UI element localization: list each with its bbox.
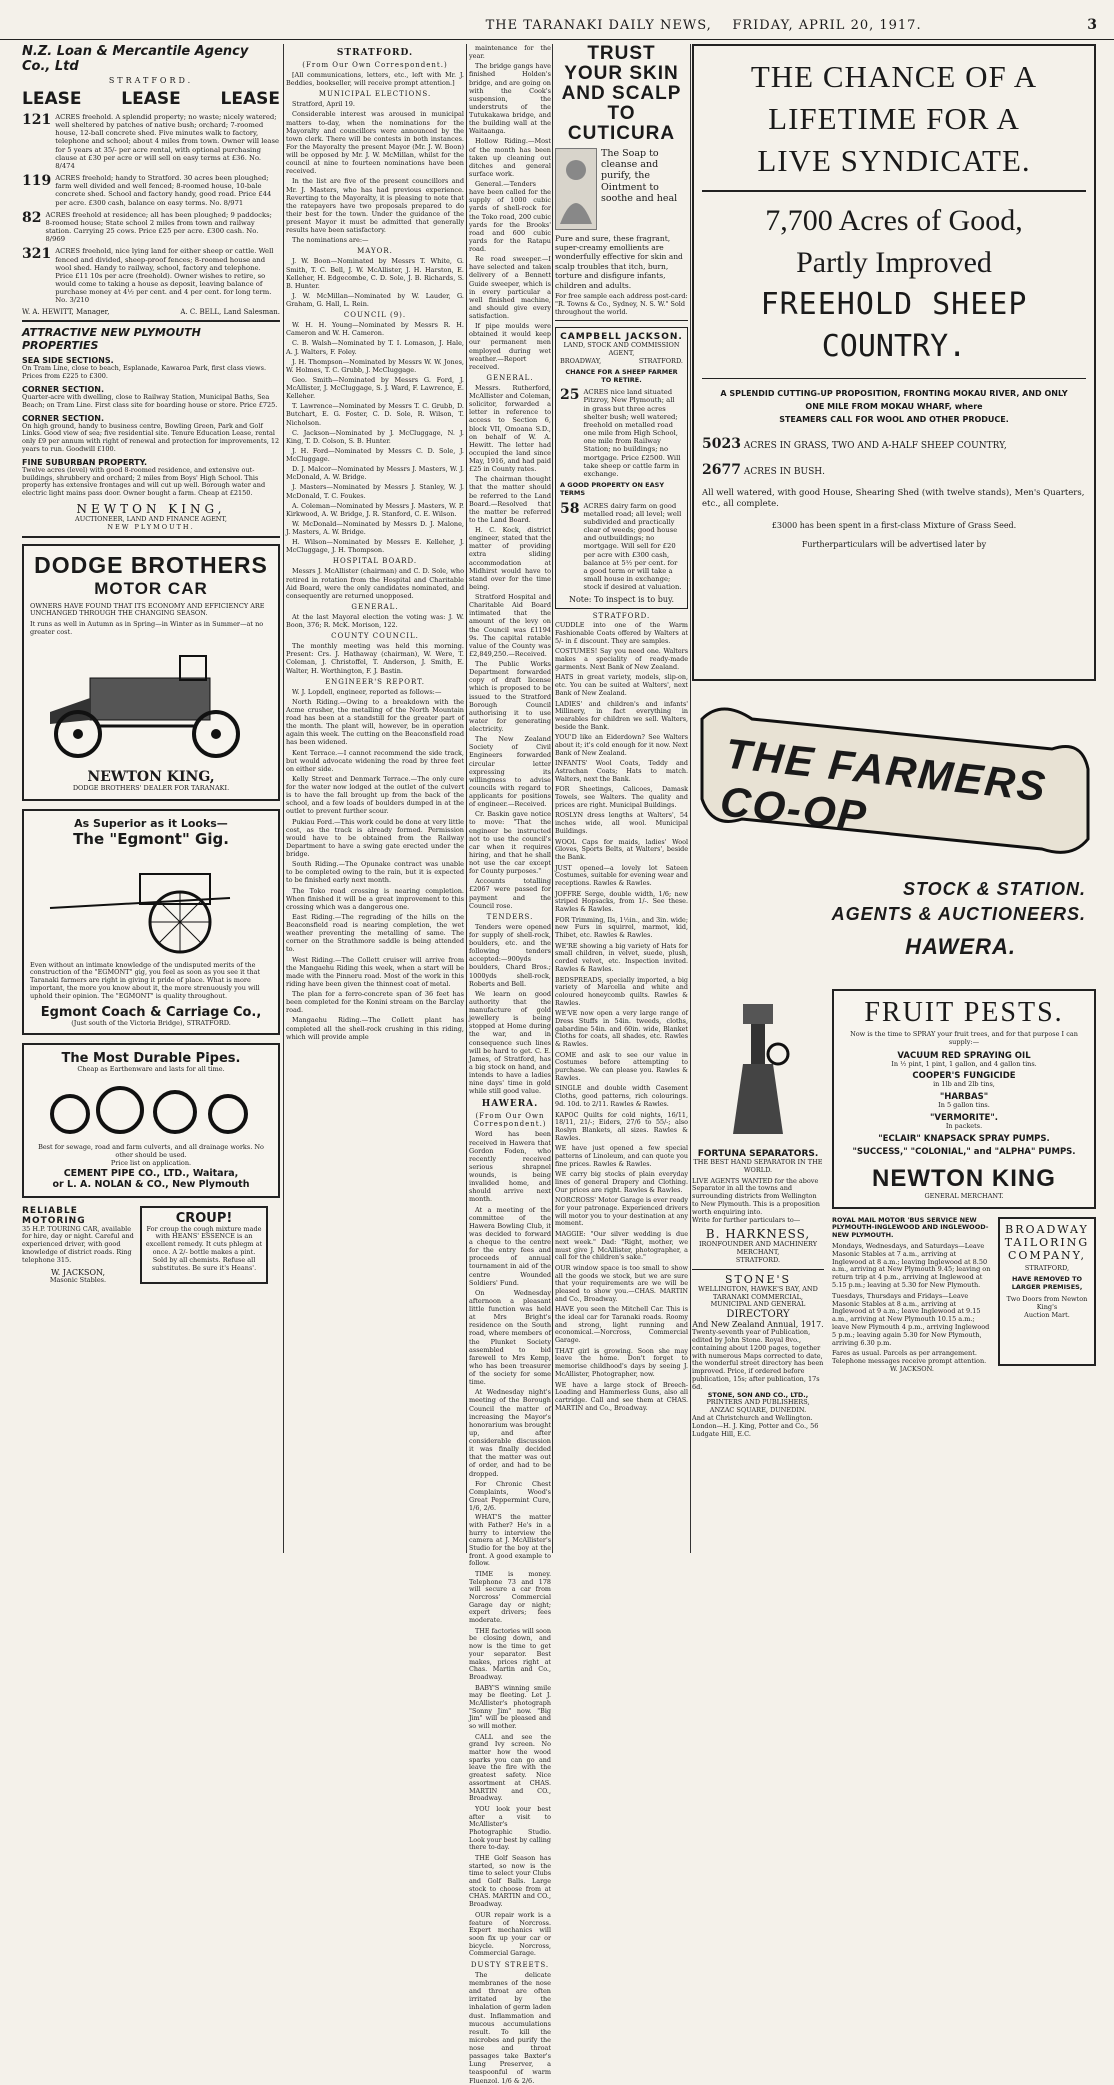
news-paragraph: West Riding.—The Collett cruiser will arrive from the Mangaehu Riding this week, when a start will be made with the Pinneru road. Most of the work in this riding have been given the thinnest coat of metal. [286,955,464,988]
grass-line [702,436,1086,452]
nomination: C. B. Walsh—Nominated by T. I. Lomason, J. Hale, A. J. Walters, F. Foley. [286,339,464,356]
column-rule [552,44,553,1553]
motoring-ad [22,1206,134,1285]
pipes-ad [22,1043,280,1197]
campbell-good: A GOOD PROPERTY ON EASY TERMS [560,481,665,497]
county-heading: COUNTY COUNCIL. [331,632,419,641]
acres-line: COUNTRY. [821,328,967,364]
pipes-illustration [30,1078,272,1140]
syndicate-detail: A SPLENDID CUTTING-UP PROPOSITION, FRONTING MOKAU RIVER, AND ONLY [720,388,1068,398]
campbell-addr: BROADWAY, [560,356,602,365]
column-1 [22,44,280,1553]
grass-num: 5023 [702,435,741,452]
fruit-product: "HARBAS" [939,1092,989,1103]
dodge-brothers-ad [22,544,280,801]
cuticura-sample: For free sample each address post-card: "R. Towns & Co., Sydney, N. S. W." Sold throughout the world. [555,291,688,316]
syndicate-detail: ONE MILE FROM MOKAU WHARF, where [805,401,983,411]
news-paragraph: The monthly meeting was held this morning. Present: Crs. J. Hathaway (chairman), W. Were, T. Coleman, J. Christoffel, T. Anderson, J. Smith, E. Walter, H. Worthington, F. J. Bastin. [286,642,464,675]
acres-headline [702,200,1086,368]
news-paragraph: The plan for a ferro-concrete span of 36 feet has been completed for the Konini stream on the Barclay road. [286,990,464,1015]
news-paragraph: Mangaehu Riding.—The Collett plant has completed all the shell-rock crushing in this riding, which will provide ample [286,1016,464,1041]
listing-entry [22,211,280,244]
fruit-product-sub: In packets. [945,1121,983,1130]
classified-item: KAPOC Quilts for cold nights, 16/11, 18/11, 21/-; Eiders, 27/6 to 55/-; also Roslyn Blankets, all sizes. Rawles & Rawles. [555,1110,688,1142]
newton-king-place: NEW PLYMOUTH. [107,522,195,531]
classified-item: NORCROSS' Motor Garage is ever ready for your patronage. Experienced drivers will motor you to your destination at any moment. [555,1196,688,1228]
correspondent-line: (From Our Own Correspondent.) [302,61,448,69]
municipal-heading: MUNICIPAL ELECTIONS. [318,90,432,99]
hospital-heading: HOSPITAL BOARD. [332,557,418,566]
news-paragraph: Pukiau Ford.—This work could be done at very little cost, as the track is already formed. Permission would have to be obtained from the Railway Department to have a swing gate erected under the bridge. [286,817,464,858]
classified-item: TIME is money. Telephone 73 and 178 will secure a car from Norcross' Commercial Garage day or night; expert drivers; fees moderate. [469,1569,551,1625]
manager-name: W. A. HEWITT, Manager, [22,308,110,317]
fruit-firm: NEWTON KING [872,1164,1056,1192]
syndicate-line: THE CHANCE OF A [750,59,1038,94]
syndicate-headline [702,56,1086,182]
classified-item: WOOL Caps for maids, ladies' Wool Gloves, Sports Belts, at Walters', beside the Bank. [555,837,688,861]
classified-item: JUST opened—a lovely lot Sateen Costumes, suitable for evening wear and receptions. Rawles & Rawles. [555,863,688,887]
correspondent-line: (From Our Own Correspondent.) [473,1112,547,1129]
motoring-head: RELIABLE MOTORING [22,1205,86,1226]
lease-word: LEASE [220,89,280,109]
lease-heading [22,89,280,109]
news-paragraph: The Public Works Department forwarded copy of draft license which is proposed to be issued to the Stratford Borough Council authorising it to use water for generating electricity. [469,660,551,733]
fortuna-sub: THE BEST HAND SEPARATOR IN THE WORLD. [693,1158,823,1174]
pipes-text: Best for sewage, road and farm culverts, and all drainage works. No other should be used. [38,1143,264,1159]
classified-item: WE have a large stock of Breech-Loading and Hammerless Guns, also all cartridge. Call and see them at CHAS. MARTIN and Co., Broadway. [555,1380,688,1412]
mail-fares: Fares as usual. Parcels as per arrangement. Telephone messages receive prompt attention. [832,1349,987,1366]
column-5 [692,44,1096,1553]
listing-text: ACRES nice land situated Pitzroy, New Plymouth; all in grass but three acres shelter bush; well watered; freehold on metalled road one mile from High School, one mile from Railway Station; no buildings; no mortgage. Price £2500. Will take sheep or cattle farm in exchange. [583,388,681,478]
listing-number: 119 [22,173,52,190]
nomination: J. Masters—Nominated by Messrs J. Stanley, W. J. McDonald, T. C. Foukes. [286,483,464,500]
car-icon [30,642,272,764]
bush-num: 2677 [702,461,741,478]
campbell-sub: LAND, STOCK AND COMMISSION AGENT, [563,341,680,358]
classified-item: SINGLE and double width Casement Cloths, good patterns, rich colourings. 9d. 10d. to 2/11. Rawles & Rawles. [555,1084,688,1108]
egmont-firm-sub: (Just south of the Victoria Bridge), STRATFORD. [71,1018,231,1027]
classified-item: INFANTS' Wool Coats, Teddy and Astrachan Coats; Hats to match. Walters, next the Bank. [555,759,688,783]
classified-item: WE have just opened a few special patterns of Linoleum, and can quote you fine prices. Rawles & Rawles. [555,1144,688,1168]
nz-loan-place: STRATFORD. [108,76,194,85]
news-paragraph: Re road sweeper.—I have selected and taken delivery of a Bennett Guide sweeper, which is in every particular a well finished machine, and should give every satisfaction. [469,255,551,320]
fortuna-write: Write for further particulars to— [692,1215,801,1224]
listing-entry [22,113,280,170]
property-section [22,385,280,410]
news-paragraph: The New Zealand Society of Civil Engineers forwarded circular letter expressing its willingness to advise councils with regard to applicants for positions of engineer.—Received. [469,735,551,809]
tenders-heading: TENDERS. [486,912,534,921]
lease-word: LEASE [22,89,82,109]
column-4 [555,44,688,1553]
news-paragraph: Considerable interest was aroused in municipal matters to-day, when the nominations for the Mayoralty and councillors were announced by the town clerk. There will be contests in both instances. For the Mayoralty the present Mayor (Mr. J. W. Boon) will be opposed by Mr. J. W. McMillan, whilst for the council at nine to fourteen nominations have been received. [286,110,464,176]
hawera-heading: HAWERA. [481,1099,539,1110]
property-heading: CORNER SECTION. [22,385,105,395]
newton-king-name: NEWTON KING, [76,502,226,516]
acres-line: FREEHOLD SHEEP [760,286,1028,322]
masthead-title [320,18,1087,33]
news-paragraph: H. C. Kock, district engineer, stated that the matter of providing extra sliding accommodation at Midhirst would have to stand over for the time being. [469,526,551,591]
listing-number: 25 [560,387,580,404]
grass-text: ACRES IN GRASS, TWO AND A-HALF SHEEP COUNTRY, [743,440,1007,451]
news-paragraph: Hollow Riding.—Most of the month has been taken up cleaning out ditches and general surface work. [469,137,551,178]
news-paragraph: The chairman thought that the matter should be referred to the Land Board.—Resolved that the matter be referred to the Land Board. [469,475,551,524]
egmont-firm: Egmont Coach & Carriage Co., [40,1004,262,1020]
gig-icon [30,852,272,958]
pipes-sub: Cheap as Earthenware and lasts for all time. [77,1065,225,1074]
news-paragraph: North Riding.—Owing to a breakdown with the Acme crusher, the metalling of the North Mountain road has been at a standstill for the greater part of the month. The plant will, however, be in operation again this week. The cutting on the Beaconsfield road has been widened. [286,697,464,747]
property-text: Quarter-acre with dwelling, close to Railway Station, Municipal Baths, Sea Beach; on Tram Line. First class site for boarding house or store. Price £725. [22,393,278,409]
pipes-firm: CEMENT PIPE CO., LTD., Waitara, [63,1167,239,1179]
news-paragraph: We learn on good authority that the manufacture of gold jewellery is being stopped at Home during the war, and in consequence such lines will be hard to get. C. E. James, of Stratford, has a big stock on hand, and intends to have a ladies nine days' time in gold while still good value. [469,989,551,1096]
nomination: T. Lawrence—Nominated by Messrs T. C. Grubb, D. Butchart, E. G. Foster, C. D. Sole, R. Wilson, T. Nicholson. [286,402,464,427]
listing-number: 321 [22,246,52,263]
classified-item: HAVE you seen the Mitchell Car. This is the ideal car for Taranaki roads. Roomy and strong, light running and economical.—Norcross, Commercial Garage. [555,1305,688,1345]
news-paragraph: Messrs J. McAllister (chairman) and C. D. Sole, who retired in rotation from the Hospital and Charitable Aid Board, were the only candidates nominated, and consequently are returned unopposed. [286,567,464,600]
listing-text: ACRES freehold, nice lying land for either sheep or cattle. Well fenced and divided, sheep-proof fences; 8-roomed house and wool shed. Handy to railway, school, factory and telephone. Price £11 10s per acre (freehold). Owner wishes to retire, so would come to taking a house as deposit, leaving balance of purchase money at 4½ per cent. and 4 per cent. for long term. No. 3/210 [55,247,274,305]
cuticura-text: Pure and sure, these fragrant, super-creamy emollients are wonderfully effective for skin and scalp troubles that itch, burn, torture and disfigure infants, children and adults. [555,233,683,290]
classified-item: MAGGIE: "Our silver wedding is due next week." Dad: "Right, mother, we must give J. McAllister, photographer, a call for the children's sake." [555,1230,688,1262]
classified-item: OUR window space is too small to show all the goods we stock, but we are sure that your requirements are we will be pleased to show you.—CHAS. MARTIN and Co., Broadway. [555,1263,688,1303]
croup-text: For croup the cough mixture made with HEANS' ESSENCE is an excellent remedy. It cuts phlegm at once. A 2/- bottle makes a pint. Sold by all chemists. Refuse all substitutes. Be sure it's Heans'. [145,1224,263,1272]
fruit-product: VACUUM RED SPRAYING OIL [897,1050,1031,1061]
stones-firm: STONE, SON AND CO., LTD., [707,1390,809,1399]
pipes-icon [30,1078,272,1140]
news-paragraph: The delicate membranes of the nose and throat are often irritated by the inhalation of germ laden dust. Inflammation and mucous accumulations result. To kill the microbes and purify the nose and throat passages take Baxter's Lung Preserver, a teaspoonful of warm Fluenzol. 1/6 & 2/6. [469,1970,551,2085]
fruit-pests-ad [832,989,1096,1209]
listing-text: ACRES dairy farm on good metalled road; all level; well subdivided and practically clear of weeds; good house and outbuildings; no mortgage. Will sell for £20 per acre with £300 cash, balance at 5½ per cent. for a good term or will take a small house in exchange; stock if desired at valuation. [583,501,682,592]
news-paragraph: Accounts totalling £2067 were passed for payment and the Council rose. [469,877,551,910]
dodge-title: DODGE BROTHERS [34,551,268,578]
news-paragraph: On Wednesday afternoon a pleasant little function was held at Mrs Bright's residence on the South road, where members of the Plunket Society assembled to bid farewell to Mrs Kemp, who has been treasurer of the society for some time. [469,1288,551,1387]
campbell-chance: CHANCE FOR A SHEEP FARMER TO RETIRE. [565,367,678,384]
acres-line: 7,700 Acres of Good, [765,203,1023,237]
news-paragraph: General.—Tenders have been called for the supply of 1000 cubic yards of shell-rock for the Toko road, 200 cubic yards for the Brooks' road and 600 cubic yards for the Ratapu road. [469,180,551,253]
fruit-product: "ECLAIR" KNAPSACK SPRAY PUMPS. [878,1133,1050,1144]
stones-title: STONE'S [724,1272,792,1286]
syndicate-ad [692,44,1096,681]
bush-text: ACRES IN BUSH. [743,466,825,477]
classified-item: ROSLYN dress lengths at Walters', 54 inches wide, all wool. Municipal Buildings. [555,811,688,835]
news-paragraph: For Chronic Chest Complaints, Wood's Great Peppermint Cure, 1/6, 2/6. [469,1479,551,1512]
classified-item: CALL and see the grand Ivy screen. No matter how the wood sparks you can go and leave the fire with the greatest safety. Nice assortment at CHAS. MARTIN and CO., Broadway. [469,1732,551,1803]
farmers-agents: AGENTS & AUCTIONEERS. [831,904,1086,924]
classified-item: HATS in great variety, models, slip-on, etc. You can be suited at Walters', next Bank of New Zealand. [555,673,688,697]
campbell-town: STRATFORD. [638,356,683,365]
broadway-moved: HAVE REMOVED TO LARGER PREMISES, [1011,1275,1083,1292]
fortuna-role: IRONFOUNDER AND MACHINERY MERCHANT, [698,1240,818,1257]
general-heading: GENERAL. [351,602,399,611]
listing-entry [22,247,280,304]
broadway-door: Two Doors from Newton King's [1006,1294,1088,1311]
broadway-mark: Auction Mart. [1024,1310,1070,1319]
news-paragraph: maintenance for the year. [469,44,551,61]
mail-text: Mondays, Wednesdays, and Saturdays—Leave Masonic Stables at 7 a.m., arriving at Inglewood at 8 a.m.; leaving Inglewood at 8.50 a.m., arriving at New Plymouth 9.45; leaving on return trip at 4 p.m., arriving at Inglewood at 5.15 p.m.; leaving at 5.30 for New Plymouth. [832,1241,991,1289]
stones-sub: WELLINGTON, HAWKE'S BAY, AND TARANAKI COMMERCIAL, MUNICIPAL AND GENERAL [698,1284,818,1309]
news-paragraph: South Riding.—The Opunake contract was unable to be completed owing to the rain, but it is expected to be finished early next month. [286,860,464,885]
nomination: J. W. Boon—Nominated by Messrs T. White, G. Smith, T. C. Bell, J. W. McAllister, J. H. Harston, E. Kelleher, H. Edgecombe, C. D. Sole, J. B. Richards, S. B. Hunter. [286,257,464,290]
broadway-line: TAILORING [1004,1235,1090,1249]
mail-name: W. JACKSON. [890,1364,934,1373]
stones-firm-sub: PRINTERS AND PUBLISHERS, [706,1398,810,1407]
cuticura-side: The Soap to cleanse and purify, the Ointment to soothe and heal [601,147,678,205]
fruit-title: FRUIT PESTS. [864,997,1064,1028]
stratford-heading: STRATFORD. [336,48,414,58]
property-heading: FINE SUBURBAN PROPERTY. [22,457,148,467]
listing-number: 82 [22,209,42,226]
news-paragraph: The nominations are:— [292,236,369,245]
syndicate-spent: £3000 has been spent in a first-class Mixture of Grass Seed. [771,521,1017,531]
egmont-head: As Superior as it Looks— [74,816,228,830]
nz-loan-title: N.Z. Loan & Mercantile Agency Co., Ltd [22,44,249,74]
campbell-jackson-ad [555,327,688,609]
nomination: D. J. Malcor—Nominated by Messrs J. Masters, W. J. McDonald, A. W. Bridge. [286,465,464,482]
mail-bus-ad [832,1217,992,1374]
column-rule [690,44,691,1553]
fortuna-ad [692,989,824,1438]
egmont-title: The "Egmont" Gig. [73,829,229,848]
classified-item: BABY'S winning smile may be fleeting. Let J. McAllister's photograph "Sonny Jim" now. "Big Jim" will be pleased and so will mother. [469,1683,551,1730]
salesman-name: A. C. BELL, Land Salesman. [180,308,280,317]
classified-item: FOR Sheetings, Calicoes, Damask Towels, see Walters. The quality and prices are right. Municipal Buildings. [555,785,688,809]
farmers-coop-ad [692,689,1096,979]
dodge-text: It runs as well in Autumn as in Spring—in Winter as in Summer—at no greater cost. [30,620,264,636]
broadway-line: COMPANY, [1008,1248,1086,1262]
classified-item: COME and ask to see our value in Costumes before attempting to purchase. We can please you. Rawles & Rawles. [555,1050,688,1082]
classified-item: THAT girl is growing. Soon she may leave the home. Don't forget to memorise childhood's days by seeing J. McAllister, Photographer, now. [555,1346,688,1378]
stones-firm-addr: ANZAC SQUARE, DUNEDIN. [709,1406,807,1415]
mail-text: Tuesdays, Thursdays and Fridays—Leave Masonic Stables at 8 a.m., arriving at Inglewood at 9 a.m.; leave Inglewood at 9.15 a.m., arriving at New Plymouth 10.15 a.m.; leave New Plymouth 4 p.m., arriving Inglewood 5 p.m.; leaving again 5.30 for New Plymouth, arriving 6.30 p.m. [832,1291,990,1347]
nomination: W. H. H. Young—Nominated by Messrs R. H. Cameron and W. H. Cameron. [286,321,464,338]
listing-text: ACRES freehold; handy to Stratford. 30 acres been ploughed; farm well divided and well fenced; 8-roomed house, 10-bale concrete shed. School and factory handy, good road. Price £44 per acre. £300 cash, balance on easy terms. No. 8/971 [55,174,272,207]
stones-dir: DIRECTORY [726,1309,790,1321]
classified-item: THE Golf Season has started, so now is the time to select your Clubs and Golf Balls. Large stock to choose from at CHAS. MARTIN and CO., Broadway. [469,1854,551,1909]
news-paragraph: Word has been received in Hawera that Gordon Foden, who recently received serious shrapnel wounds, is being invalided home, and should arrive next month. [469,1130,551,1204]
attractive-title: ATTRACTIVE NEW PLYMOUTH PROPERTIES [22,326,201,353]
fruit-product-sub: In ½ pint, 1 pint, 1 gallon, and 4 gallon tins. [891,1059,1037,1068]
campbell-head: CAMPBELL JACKSON. [560,332,683,343]
syndicate-watered: All well watered, with good House, Shearing Shed (with twelve stands), Men's Quarters, etc., all complete. [702,487,1085,510]
classified-item: JOFFRE Serge, double width, 1/6; new striped Hopsacks, from 1/-. See these. Rawles & Rawles. [555,889,688,914]
news-paragraph: The Toko road crossing is nearing completion. When finished it will be a great improvement to this crossing which was a dangerous one. [286,886,464,911]
gig-illustration [30,852,272,958]
fruit-firm-sub: GENERAL MERCHANT. [924,1191,1004,1200]
classified-item: FOR Trimming, Ils, 1½in., and 3in. wide; new Furs in squirrel, marmot, kid, Thibet, etc. Rawles & Rawles. [555,915,688,940]
news-paragraph: At the last Mayoral election the voting was: J. W. Boon, 376; R. McK. Morison, 122. [286,612,464,629]
property-section [22,458,280,498]
column-2-news [286,44,464,1553]
listing-entry [560,502,683,592]
pipes-firm: or L. A. NOLAN & CO., New Plymouth [52,1178,250,1190]
mail-head: ROYAL MAIL MOTOR 'BUS SERVICE NEW PLYMOUTH-INGLEWOOD AND INGLEWOOD-NEW PLYMOUTH. [832,1215,989,1240]
dodge-dealer: NEWTON KING, [87,768,215,785]
classified-item: YOU look your best after a visit to McAllister's Photographic Studio. Look your best by calling there to-day. [469,1804,551,1852]
listing-text: ACRES freehold at residence; all has been ploughed; 9 paddocks; 8-roomed house; State school 2 miles from town and railway station. Carrying 25 cows. Price £25 per acre. £300 cash. No. 8/969 [45,210,272,244]
nomination: H. Wilson—Nominated by Messrs E. Kelleher, J. McCluggage, J. H. Thompson. [286,538,464,555]
news-paragraph: Stratford, April 19. [292,100,355,109]
mayor-heading: MAYOR. [357,247,393,256]
listing-entry [560,388,683,478]
motoring-place: Masonic Stables. [49,1275,107,1284]
nomination: J. H. Thompson—Nominated by Messrs W. W. Jones, W. Holmes, T. C. Grubb, J. McCluggage. [286,357,464,374]
news-paragraph: In the list are five of the present councillors and Mr. J. Masters, who has had previous experience. Reverting to the Mayoralty, it is pleasing to note that the ratepayers have two proposals prepared to do their best for the town. Under the guidance of the present Mayor it must be admitted that generally results have been satisfactory. [286,177,464,235]
broadway-place: STRATFORD, [1024,1263,1070,1272]
listing-number: 121 [22,112,52,128]
fruit-product: COOPER'S FUNGICIDE [912,1071,1016,1082]
syndicate-further: Furtherparticulars will be advertised later by [801,540,987,550]
stones-also: And at Christchurch and Wellington. London—H. J. King, Potter and Co., 56 Ludgate Hill, E.C. [692,1413,819,1438]
classified-item: OUR repair work is a feature of Norcross. Expert mechanics will soon fix up your car or bicycle. Norcross, Commercial Garage. [469,1910,551,1958]
news-paragraph: East Riding.—The regrading of the hills on the Beaconsfield road is nearing completion, the wet weather preventing the metalling of same. The corner on the Strathmore saddle is being attended to. [286,912,464,954]
fruit-product-sub: In 5 gallon tins. [938,1101,990,1110]
news-paragraph: Messrs. Rutherford, McAllister and Coleman, solicitor, forwarded a letter in reference to access to Section 6, block VII, Omoana S.D., on behalf of W. A. Hewitt. The letter had occupied the land since May, 1916, and had paid £25 in County rates. [469,383,551,474]
nz-loan-signature [22,308,280,316]
stones-ad [692,1269,824,1439]
woman-portrait-illustration [555,148,597,230]
bush-line [702,462,1086,478]
campbell-note: Note: To inspect is to buy. [568,595,675,605]
listing-entry [22,174,280,207]
property-text: On Tram Line, close to beach, Esplanade, Kawaroa Park, first class views. Prices from £225 to £300. [22,364,267,381]
fruit-product-sub: in 1lb and 2lb tins, [933,1080,995,1089]
news-paragraph: The bridge gangs have finished Holden's bridge, and are going on with the Cook's suspension, the understruts of the Tutukakawa bridge, and the building wall at the Waitaanga. [469,62,551,136]
nomination: W. McDonald—Nominated by Messrs D. J. Malone, J. Masters, A. W. Bridge. [286,519,464,536]
masthead [0,0,1114,40]
classified-item: BEDSPREADS, specially imported, a big variety of Marcella and white and coloured honeycomb quilts. Rawles & Rawles. [555,975,688,1007]
fortuna-title: FORTUNA SEPARATORS. [697,1149,819,1159]
cuticura-title: TRUST YOUR SKIN AND SCALP TO CUTICURA [561,43,682,144]
news-paragraph: Cr. Baskin gave notice to move: "That the engineer be instructed not to use the council's car when it requires hiring, and that he shall not use the car except for County purposes." [469,810,551,876]
classified-item: WE'RE showing a big variety of Hats for small children, in velvet, suede, plush, corded velvet, etc. Inspection invited. Rawles & Rawles. [555,941,688,973]
engineer-heading: ENGINEER'S REPORT. [325,677,425,686]
fruit-now: Now is the time to SPRAY your fruit trees, and for that purpose I can supply:— [850,1030,1078,1046]
fortuna-place: STRATFORD. [735,1255,781,1264]
classified-item: YOU'D like an Eiderdown? See Walters about it; it's cold enough for it now. Next Bank of New Zealand. [555,733,688,757]
dodge-text: OWNERS HAVE FOUND THAT ITS ECONOMY AND EFFICIENCY ARE UNCHANGED THROUGH THE CHANGING SEASON. [30,601,265,618]
fortuna-text: LIVE AGENTS WANTED for the above Separator in all the towns and surrounding districts from Wellington to New Plymouth. This is a proposition worth enquiring into. [692,1176,820,1216]
portrait-icon [556,154,596,224]
separator-illustration [692,989,824,1149]
motor-car-illustration [30,642,272,764]
pipes-price: Price list on application. [110,1158,192,1167]
nomination: Geo. Smith—Nominated by Messrs G. Ford, J. McAllister, J. McCluggage, S. J. Ward, F. Lawrence, E. Kelleher. [286,375,464,401]
dodge-dealer-sub: DODGE BROTHERS' DEALER FOR TARANAKI. [72,783,230,792]
column-rule [283,44,284,1553]
farmers-coop-title: THE FARMERS CO-OP [718,729,1050,840]
news-paragraph: If pipe moulds were obtained it would keep our permanent men employed during wet weather.—Report received. [469,322,551,371]
nomination: J. W. McMillan—Nominated by W. Lauder, G. Graham, G. Hall, L. Rein. [286,291,464,308]
syndicate-line: LIVE SYNDICATE. [757,142,1031,178]
property-section [22,414,280,454]
newton-king-role: AUCTIONEER, LAND AND FINANCE AGENT, [75,515,227,523]
egmont-gig-ad [22,809,280,1036]
egmont-text: Even without an intimate knowledge of the undisputed merits of the construction of the "EGMONT" gig, you feel as soon as you see it that Taranaki farmers are right in giving it pride of place. What is more important, the more you know about it, the more strenuously you will uphold their opinion. The "EGMONT" is quality throughout. [30,960,261,1000]
classified-item: WE carry big stocks of plain everyday lines of general Drapery and Clothing. Our prices are right. Rawles & Rawles. [555,1170,688,1194]
listing-text: ACRES freehold. A splendid property; no waste; nicely watered; well sheltered by patches of native bush; orchard; 7-roomed house, 12-ball concrete shed. Five minutes walk to factory, telephone and school; about 4 miles from town. Owner will lease for 5 years at 35/- per acre rental, with optional purchasing clause at £30 per acre or will sell on easy terms at £36. No. 8/474 [55,113,279,170]
lease-word: LEASE [121,89,181,109]
news-paragraph: At a meeting of the committee of the Hawera Bowling Club, it was decided to forward a cheque to the centre for the entry fees and proceeds of annual tournament in aid of the centre Wounded Soldiers' Fund. [469,1205,551,1287]
farmers-town: HAWERA. [905,934,1016,959]
news-paragraph: [All communications, letters, etc., left with Mr. J. Beddies, bookseller, will receive prompt attention.] [286,71,464,88]
news-paragraph: Tenders were opened for supply of shell-rock, boulders, etc. and the following tenders accepted:—900yds boulders, Chard Bros.; 1000yds shell-rock, Roberts and Bell. [469,922,551,988]
classified-item: WE'VE now open a very large range of Dress Stuffs in 54in. tweeds, cloths, gabardine 54in. and 60in. wide, Blanket Cloths for coats, all shades, etc. Rawles & Rawles. [555,1009,688,1049]
bottom-ads [22,1206,280,1285]
nomination: A. Coleman—Nominated by Messrs J. Masters, W. P. Kirkwood, A. W. Bridge, J. R. Stanford, C. E. Wilson. [286,501,464,518]
nz-loan-ad [22,44,280,322]
acres-line: Partly Improved [796,245,992,279]
classified-item: COSTUMES! Say you need one. Walters makes a speciality of ready-made garments. Next Bank of New Zealand. [555,647,688,671]
general-heading: GENERAL. [486,373,534,382]
dodge-subtitle: MOTOR CAR [94,578,208,598]
syndicate-line: LIFETIME FOR A [768,100,1020,136]
motoring-name: W. JACKSON, [50,1267,106,1277]
column-rule [466,44,467,1553]
syndicate-detail: STEAMERS CALL FOR WOOL AND OTHER PRODUCE. [779,414,1009,424]
stones-text: Twenty-seventh year of Publication, edited by John Stone. Royal 8vo., containing about 1200 pages, together with numerous Maps corrected to date, the wonderful street directory has been improved. Price, if ordered before publication, 15s; after publication, 17s 6d. [692,1328,824,1391]
motoring-text: 35 H.P. TOURING CAR, available for hire, day or night. Careful and experienced driver, with good knowledge of district roads. Ring telephone 315. [22,1224,134,1264]
column-3-news [469,44,551,2085]
news-paragraph: At Wednesday night's meeting of the Borough Council the matter of increasing the Mayor's honorarium was brought up, and after considerable discussion it was finally decided that the matter was out of order, and had to be dropped. [469,1388,551,1478]
stratford-classified-heading: STRATFORD. [592,612,651,621]
news-paragraph: Kelly Street and Denmark Terrace.—The only cure for the water now lodged at the outlet of the culvert is to have the fall brought up from the back of the school, and a few loads of boulders dumped in at the outlet to prevent further scour. [286,774,464,816]
listing-number: 58 [560,500,580,517]
broadway-tailoring-ad [998,1217,1096,1366]
cuticura-ad [555,44,688,321]
croup-ad [140,1206,268,1285]
croup-head: CROUP! [175,1210,233,1226]
nomination: C. Jackson—Nominated by J. McCluggage, N. J. King, T. D. Colson, S. B. Hunter. [286,428,464,445]
dusty-heading: DUSTY STREETS. [470,1960,550,1969]
separator-icon [723,994,793,1144]
news-paragraph: Kent Terrace.—I cannot recommend the side track, but would advocate widening the road by three feet on either side. [286,748,464,773]
farmers-stock: STOCK & STATION. [902,879,1086,899]
fortuna-name: B. HARKNESS, [705,1227,811,1242]
news-paragraph: W. J. Lopdell, engineer, reported as follows:— [292,687,442,696]
council-heading: COUNCIL (9). [343,311,407,320]
property-heading: CORNER SECTION. [22,413,105,423]
classified-item: WHAT'S the matter with Father? He's in a hurry to interview the camera at J. McAllister's Studio for the boy at the front. A good example to follow. [469,1513,551,1568]
paper-name: THE TARANAKI DAILY NEWS, [485,18,712,33]
page-number: 3 [1087,17,1098,33]
property-text: On high ground, handy to business centre, Bowling Green, Park and Golf Links. Good view of sea; five residential site. Tenure Education Lease, rental only £9 per annum with right of renewal and protection for improvements, 12 years to run. Goodwill £100. [22,421,280,454]
fruit-product: "SUCCESS," "COLONIAL," and "ALPHA" PUMPS. [852,1146,1076,1157]
classified-list [555,622,688,1412]
attractive-properties-ad [22,322,280,537]
classified-item: CUDDLE into one of the Warm Fashionable Coats offered by Walters at 5/- in £ discount. They are samples. [555,621,688,645]
fruit-product: "VERMORITE". [929,1112,998,1123]
pipes-head: The Most Durable Pipes. [61,1051,241,1067]
classified-item: THE factories will soon be closing down, and now is the time to get your separator. Best makes, prices right at Chas. Martin and Co., Broadway. [469,1626,551,1681]
property-text: Twelve acres (level) with good 8-roomed residence, and extensive out-buildings, shrubbery and orchard; 2 miles from Boys' High School. This property has extensive frontages and will cut up well. Borough water and electric light mains pass door. Owner bought a farm. Cheap at £2150. [22,465,266,498]
news-paragraph: Stratford Hospital and Charitable Aid Board intimated that the amount of the levy on the Council was £1194 9s. The capital ratable value of the County was £2,849,250.—Received. [469,593,551,658]
nomination: J. H. Ford—Nominated by Messrs C. D. Sole, J. McCluggage. [286,446,464,463]
broadway-line: BROADWAY [1005,1222,1089,1236]
stones-annual: And New Zealand Annual, 1917. [692,1320,824,1330]
property-heading: SEA SIDE SECTIONS. [22,356,114,366]
issue-date: FRIDAY, APRIL 20, 1917. [732,18,922,33]
classified-list [469,1514,551,1958]
property-section [22,356,280,381]
classified-item: LADIES' and children's and infants' Millinery, in fact everything in wearables for children we sell. Walters, beside the Bank. [555,699,688,731]
